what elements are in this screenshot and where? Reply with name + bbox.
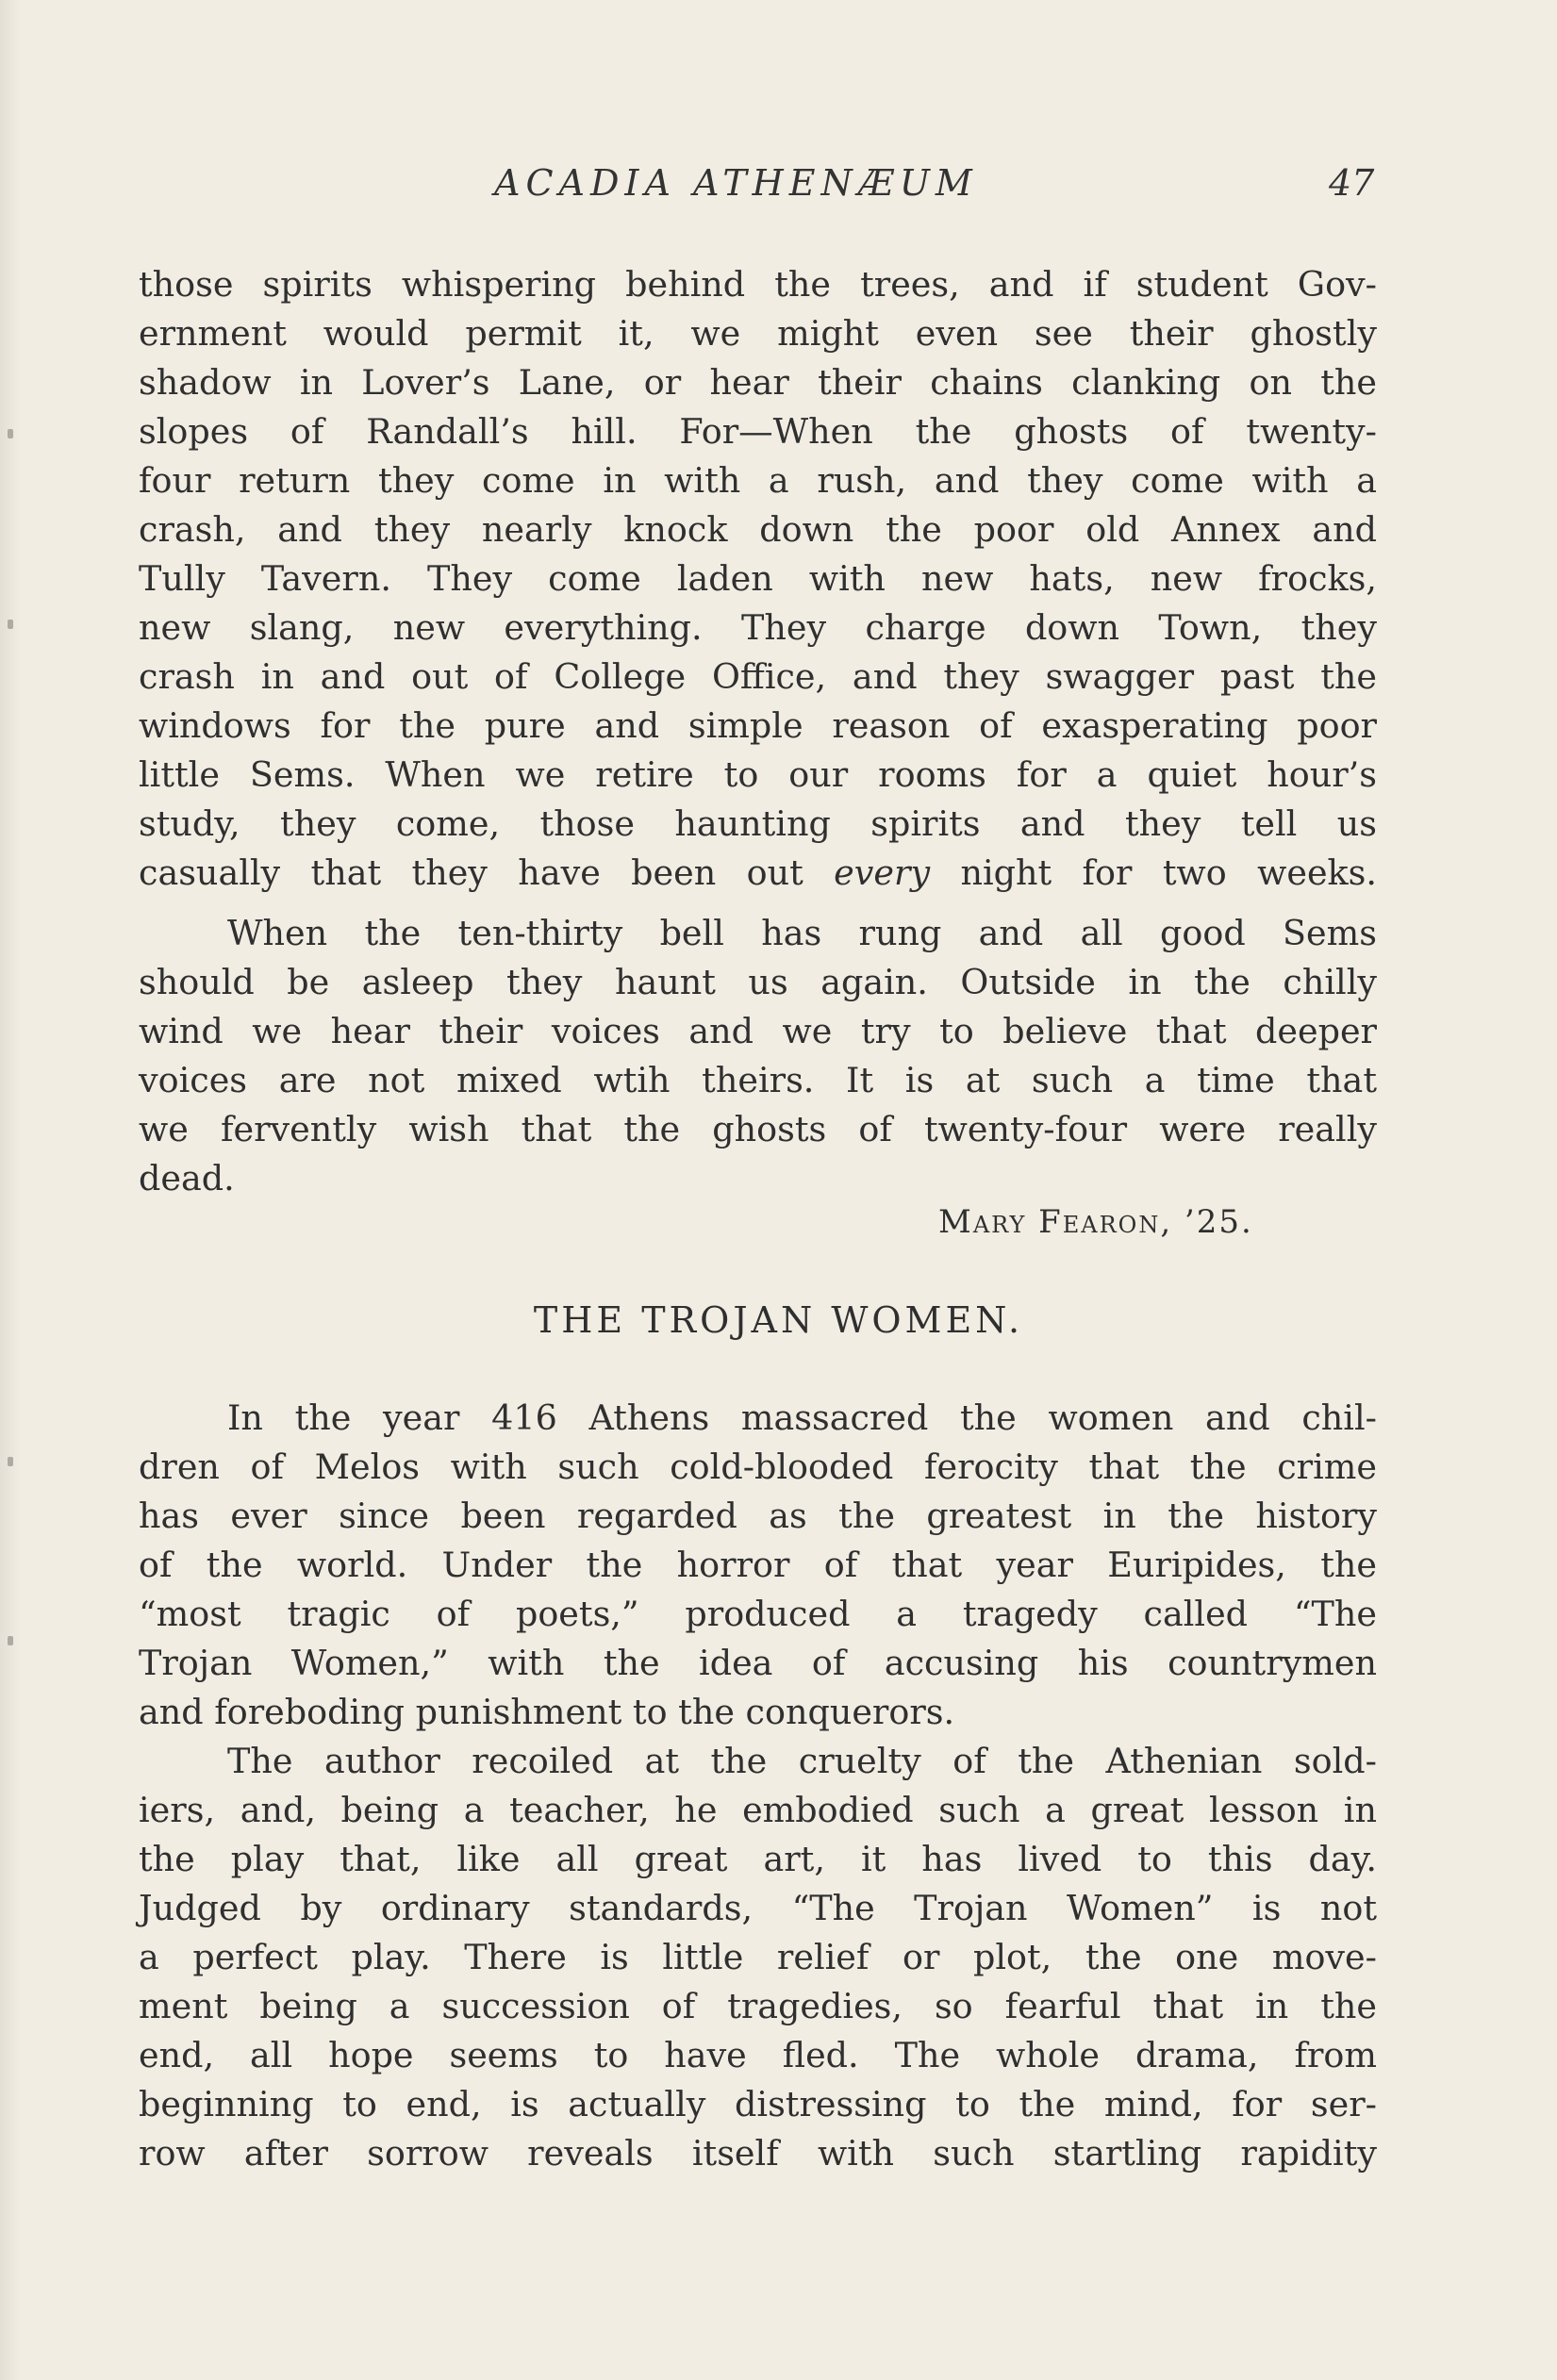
text-line: iers, and, being a teacher, he embodied such a great lesson in (139, 1790, 1377, 1830)
text-run: casually that they have been out (139, 852, 835, 893)
text-line: end, all hope seems to have fled. The whole drama, from (139, 2035, 1377, 2075)
article-2-paragraph-2 (139, 1737, 1377, 2178)
text-line: The author recoiled at the cruelty of the Athenian sold- (227, 1741, 1377, 1781)
page-number: 47 (1329, 162, 1375, 204)
text-line: Trojan Women,” with the idea of accusing his countrymen (139, 1643, 1377, 1683)
text-line: voices are not mixed wtih theirs. It is at such a time that (139, 1060, 1377, 1100)
text-line: has ever since been regarded as the greatest in the history (139, 1496, 1377, 1536)
text-run: night for two weeks. (930, 852, 1378, 893)
article-1-paragraph-2 (139, 909, 1377, 1203)
text-line: dren of Melos with such cold-blooded ferocity that the crime (139, 1446, 1377, 1487)
author-signature: Mary Fearon, ’25. (938, 1203, 1253, 1241)
text-line: of the world. Under the horror of that year Euripides, the (139, 1545, 1377, 1585)
text-line: ernment would permit it, we might even see their ghostly (139, 313, 1377, 354)
text-line: windows for the pure and simple reason of exasperating poor (139, 705, 1377, 746)
text-line: and foreboding punishment to the conquerors. (139, 1692, 955, 1732)
text-line: “most tragic of poets,” produced a tragedy called “The (139, 1594, 1377, 1634)
text-line: crash in and out of College Office, and they swagger past the (139, 656, 1377, 697)
article-title: THE TROJAN WOMEN. (533, 1299, 1024, 1341)
text-line: slopes of Randall’s hill. For—When the ghosts of twenty- (139, 411, 1377, 452)
text-line: the play that, like all great art, it has lived to this day. (139, 1839, 1377, 1879)
article-2-paragraph-1 (139, 1394, 1377, 1737)
text-line: new slang, new everything. They charge down Town, they (139, 607, 1377, 648)
text-line: four return they come in with a rush, and they come with a (139, 460, 1377, 501)
text-line: little Sems. When we retire to our rooms for a quiet hour’s (139, 754, 1377, 795)
text-line: study, they come, those haunting spirits and they tell us (139, 803, 1377, 844)
page-header (0, 162, 1557, 209)
text-line: Judged by ordinary standards, “The Trojan Women” is not (139, 1888, 1377, 1928)
margin-mark (8, 620, 13, 629)
emphasized-word: every (834, 852, 931, 893)
text-line: In the year 416 Athens massacred the women and chil- (227, 1397, 1377, 1438)
margin-mark (8, 429, 13, 438)
text-line: row after sorrow reveals itself with such startling rapidity (139, 2133, 1377, 2173)
text-line: should be asleep they haunt us again. Outside in the chilly (139, 962, 1377, 1002)
margin-mark (8, 1636, 13, 1645)
text-line: beginning to end, is actually distressing to the mind, for ser- (139, 2084, 1377, 2124)
text-line: shadow in Lover’s Lane, or hear their chains clanking on the (139, 362, 1377, 403)
text-line: ment being a succession of tragedies, so fearful that in the (139, 1986, 1377, 2026)
article-1-paragraph-1 (139, 260, 1377, 898)
text-line (139, 849, 1377, 898)
text-line: we fervently wish that the ghosts of twenty-four were really (139, 1109, 1377, 1149)
text-line: a perfect play. There is little relief or plot, the one move- (139, 1937, 1377, 1977)
margin-mark (8, 1457, 13, 1466)
text-line: Tully Tavern. They come laden with new hats, new frocks, (139, 558, 1377, 599)
text-line: dead. (139, 1158, 235, 1198)
running-title: ACADIA ATHENÆUM (494, 162, 978, 204)
text-line: those spirits whispering behind the trees, and if student Gov- (139, 264, 1377, 305)
text-line: When the ten-thirty bell has rung and all good Sems (227, 913, 1377, 953)
text-line: crash, and they nearly knock down the poor old Annex and (139, 509, 1377, 550)
text-line: wind we hear their voices and we try to believe that deeper (139, 1011, 1377, 1051)
